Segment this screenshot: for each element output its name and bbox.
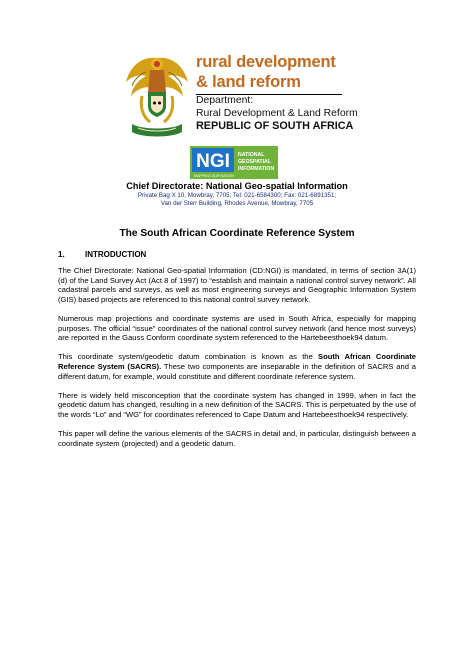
coat-of-arms-icon (122, 52, 192, 138)
document-body (58, 266, 416, 458)
paragraph-4: There is widely held misconception that the coordinate system has changed in 1999, when in fact the geodetic datum has changed, resulting in a new definition of the SACRS. This is perpetuated by the use of the words “Lo” and “WG” for coordinates referenced to Cape Datum and Hartebeesthoek94 respectively. (58, 390, 416, 419)
directorate-block (0, 181, 474, 208)
section-number: 1. (58, 250, 65, 259)
paragraph-1: The Chief Directorate: National Geo-spatial Information (CD:NGI) is mandated, in terms of section 3A(1)(d) of the Land Survey Act (Act 8 of 1997) to “establish and maintain a national control survey network”. All cadastral parcels and surveys, as well as most engineering surveys and Geographic Information System (GIS) based projects are referenced to this national control survey network. (58, 266, 416, 304)
document-title: The South African Coordinate Reference System (119, 228, 355, 239)
brand-line-1: rural development (196, 53, 336, 71)
country-name: REPUBLIC OF SOUTH AFRICA (196, 120, 354, 132)
directorate-address-line-1: Private Bag X 10, Mowbray, 7705; Tel: 021-6584300; Fax: 021-6891351; (137, 192, 337, 199)
ngi-side-text-2: GEOSPATIAL (238, 159, 271, 165)
section-title: INTRODUCTION (85, 250, 147, 259)
directorate-title: Chief Directorate: National Geo-spatial Information (126, 181, 348, 191)
paragraph-3-text-b: These two components are inseparable in the definition of SACRS and a different datum, for example, would constitute and different coordinate reference system. (58, 361, 416, 381)
paragraph-3 (58, 352, 416, 381)
paragraph-5: This paper will define the various elements of the SACRS in detail and, in particular, distinguish between a coordinate system (projected) and a geodetic datum. (58, 429, 416, 448)
ngi-tagline: MAPPING OUR NATION (194, 174, 234, 178)
paragraph-3-text-a: This coordinate system/geodetic datum combination is known as the (58, 352, 319, 362)
ngi-side-text-1: NATIONAL (238, 152, 265, 158)
department-branding (196, 52, 358, 133)
ngi-side-text-3: INFORMATION (238, 166, 275, 172)
sacrs-term: South African Coordinate Reference System (SACRS). (58, 352, 416, 371)
ngi-letters: NGI (196, 151, 230, 172)
brand-line-2: & land reform (196, 73, 301, 91)
department-name: Rural Development & Land Reform (196, 107, 358, 119)
ngi-logo (190, 146, 278, 179)
directorate-address-line-2: Van der Sterr Building, Rhodes Avenue, Mowbray, 7705 (160, 200, 314, 207)
paragraph-2: Numerous map projections and coordinate systems are used in South Africa, especially for mapping purposes. The official “issue” coordinates of the national control survey network (and hence most surveys) are reported in the Gauss Conform coordinate system referenced to the Hartebeesthoek94 datum. (58, 313, 416, 343)
department-label: Department: (196, 95, 254, 106)
section-heading (58, 250, 146, 259)
